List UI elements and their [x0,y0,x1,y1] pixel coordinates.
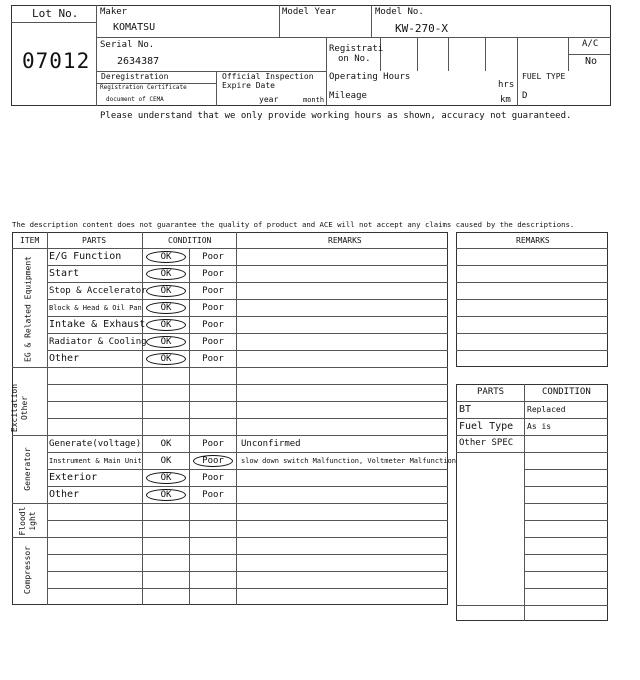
gen-ok-3: OK [160,473,172,483]
item-header: ITEM [20,236,40,245]
eg-part-6: Radiator & Cooling [49,337,147,347]
ac-value: No [585,56,598,67]
fuel-type-value: D [522,91,528,101]
maker-label: Maker [100,7,128,17]
eg-ok-3: OK [160,286,172,296]
eg-ok-6: OK [160,337,172,347]
model-no-label: Model No. [375,7,424,17]
working-hours-notice: Please understand that we only provide working hours as shown, accuracy not guaranteed. [100,111,572,121]
serial-value: 2634387 [117,56,160,67]
section-label-floodlight: Floodlight [18,506,37,536]
ac-label: A/C [582,39,599,49]
eg-poor-6: Poor [202,337,224,347]
section-label-eg: EG & Related Equipment [23,256,33,362]
lot-label: Lot No. [32,7,79,20]
disclaimer-text: The description content does not guarantee the quality of product and ACE will not accept any claims caused by the descriptions. [12,220,575,229]
month-label: month [303,96,325,104]
km-label: km [500,95,511,105]
side-condition-2: As is [527,422,552,431]
eg-poor-1: Poor [202,252,224,262]
eg-poor-7: Poor [202,354,224,364]
gen-poor-1: Poor [202,439,224,449]
eg-poor-5: Poor [202,320,224,330]
eg-ok-1: OK [160,252,172,262]
gen-poor-4: Poor [202,490,224,500]
model-year-label: Model Year [282,7,337,17]
remarks-header: REMARKS [328,236,362,245]
eg-part-3: Stop & Accelerator [49,286,147,296]
model-no-value: KW-270-X [395,22,448,35]
deregistration-label: Deregistration [101,72,169,81]
eg-part-1: E/G Function [49,251,122,262]
eg-ok-2: OK [160,269,172,279]
eg-part-2: Start [49,268,80,279]
side-part-2: Fuel Type [459,421,514,432]
eg-part-4: Block & Head & Oil Pan [49,304,142,312]
fuel-type-label: FUEL TYPE [522,72,566,81]
eg-ok-4: OK [160,303,172,313]
inspection-label: Official Inspection [222,72,314,81]
maker-value: KOMATSU [113,22,156,33]
side-condition-header: CONDITION [542,387,591,397]
mileage-label: Mileage [329,91,367,101]
gen-part-1: Generate(voltage) [49,439,142,449]
year-label: year [259,95,279,104]
registration-label-2: on No. [338,54,371,64]
gen-poor-3: Poor [202,473,224,483]
eg-part-7: Other [49,353,80,364]
registration-label: Registrati [329,44,384,54]
inspection-label-2: Expire Date [222,81,275,90]
section-label-generator: Generator [23,447,32,491]
section-label-compressor: Compressor [23,545,32,595]
side-part-3: Other SPEC [459,438,514,448]
eg-poor-4: Poor [202,303,224,313]
operating-hours-label: Operating Hours [329,72,411,82]
eg-ok-5: OK [160,320,172,330]
lot-number: 07012 [22,49,91,73]
gen-remark-2: slow down switch Malfunction, Voltmeter Malfunction [241,457,456,465]
gen-ok-2: OK [160,456,172,466]
condition-header: CONDITION [168,236,212,245]
section-label-excitation: Excitation Other [10,383,29,433]
eg-part-5: Intake & Exhaust [49,319,146,330]
gen-ok-1: OK [160,439,172,449]
cema-document-label: document of CEMA [106,96,164,103]
registration-certificate-label: Registration Certificate [100,84,187,91]
side-parts-header: PARTS [477,387,505,397]
parts-header: PARTS [82,236,107,245]
eg-ok-7: OK [160,354,172,364]
gen-part-2: Instrument & Main Unit [49,457,142,465]
serial-label: Serial No. [100,40,155,50]
gen-remark-1: Unconfirmed [241,439,301,449]
side-condition-1: Replaced [527,405,566,414]
gen-poor-2: Poor [202,456,224,466]
hrs-label: hrs [498,80,515,90]
side-part-1: BT [459,404,472,415]
side-remarks-header: REMARKS [516,236,550,245]
gen-ok-4: OK [160,490,172,500]
gen-part-3: Exterior [49,472,98,483]
eg-poor-3: Poor [202,286,224,296]
eg-poor-2: Poor [202,269,224,279]
gen-part-4: Other [49,489,80,500]
